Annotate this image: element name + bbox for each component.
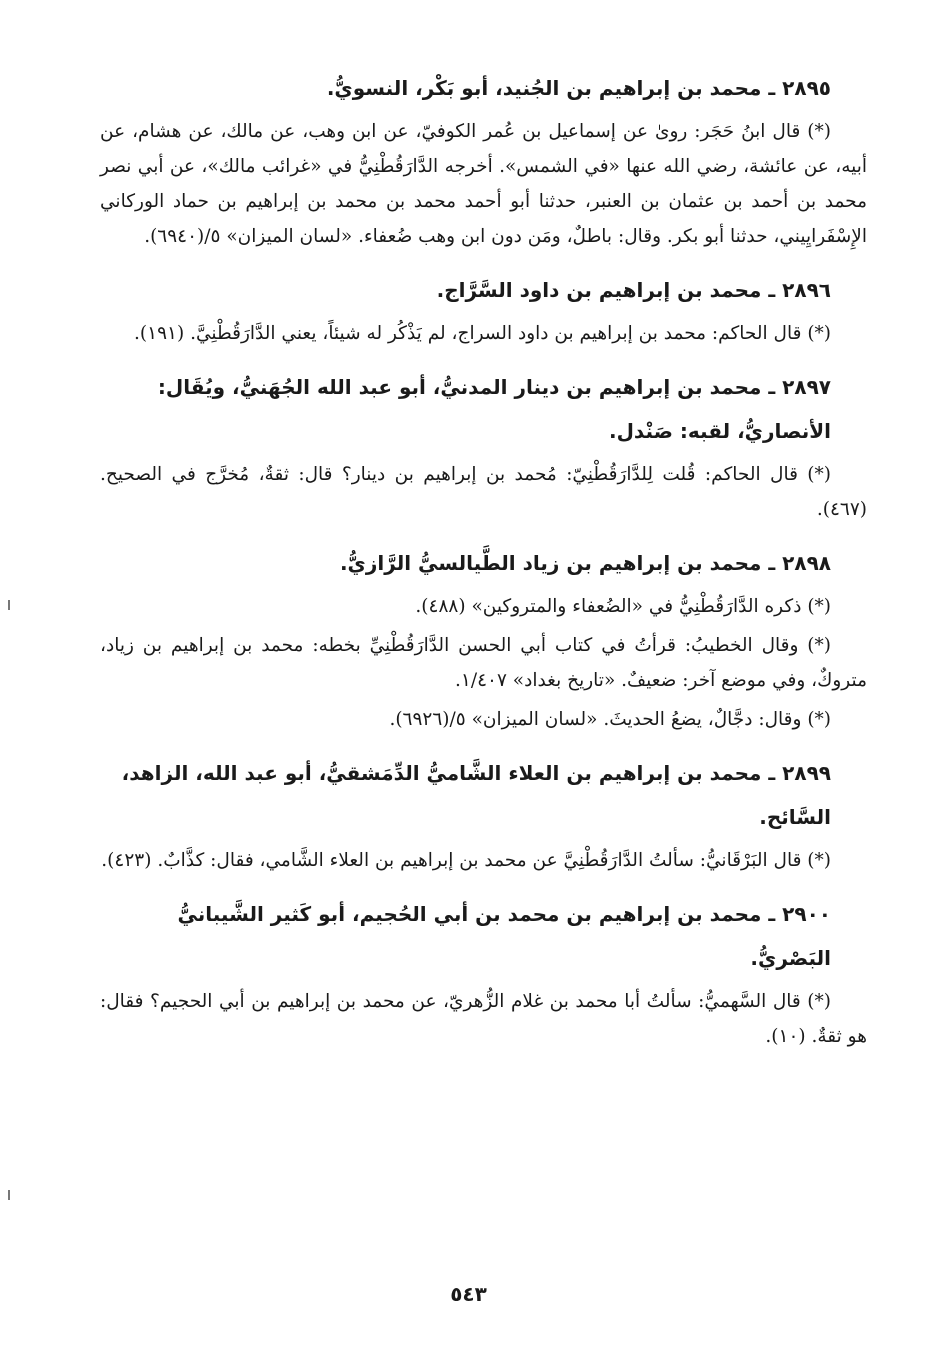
entry-title: ٢٨٩٩ ـ محمد بن إبراهيم بن العلاء الشَّاميُّ الدِّمَشقيُّ، أبو عبد الله، الزاهد، السَّائح. (121, 761, 831, 829)
page-number: ٥٤٣ (450, 1282, 487, 1306)
scan-margin-mark (8, 600, 10, 610)
entry-paragraph: (*) قال السَّهميُّ: سألتُ أبا محمد بن غلام الزُّهريّ، عن محمد بن إبراهيم بن أبي الحجيم؟ فقال: هو ثقةٌ. (١٠). (100, 991, 867, 1047)
entry-paragraph: (*) قال ابنُ حَجَر: روىٰ عن إسماعيل بن عُمر الكوفيّ، عن ابن وهب، عن مالك، عن هشام، عن أبيه، عن عائشة، رضي الله عنها «في الشمس». أخرجه الدَّارَقُطْنِيُّ في «غرائب مالك»، عن أبي نصر محمد بن أحمد بن عثمان بن العنبر، حدثنا أبو أحمد محمد بن محمد بن إبراهيم بن حماد الوركاني الإِسْفَرايِيني، حدثنا أبو بكر. وقال: باطلٌ، ومَن دون ابن وهب ضُعفاء. «لسان الميزان» ٥/(٦٩٤٠). (100, 121, 867, 247)
entry-title: ٢٩٠٠ ـ محمد بن إبراهيم بن محمد بن أبي الحُجيم، أبو كَثير الشَّيبانيُّ البَصْريُّ. (177, 902, 831, 970)
entry-paragraph: (*) وقال الخطيبُ: قرأتُ في كتاب أبي الحسن الدَّارَقُطْنِيِّ بخطه: محمد بن إبراهيم بن زياد، متروكٌ، وفي موضع آخر: ضعيفٌ. «تاريخ بغداد» ١/٤٠٧. (100, 635, 867, 691)
entry-2896 (100, 268, 867, 351)
scan-margin-mark (8, 1190, 10, 1200)
entry-2900 (100, 892, 867, 1054)
page-body (100, 66, 867, 1068)
entry-title: ٢٨٩٥ ـ محمد بن إبراهيم بن الجُنيد، أبو بَكْر، النسويُّ. (326, 76, 831, 100)
entry-title: ٢٨٩٨ ـ محمد بن إبراهيم بن زياد الطَّيالسيُّ الرَّازيُّ. (339, 551, 831, 575)
entry-2899 (100, 751, 867, 878)
entry-paragraph: (*) قال الحاكم: قُلت لِلدَّارَقُطْنِيّ: مُحمد بن إبراهيم بن دينار؟ قال: ثقةٌ، مُخرَّج في الصحيح. (٤٦٧). (100, 464, 867, 520)
entry-2898 (100, 541, 867, 737)
entry-paragraph: (*) قال الحاكم: محمد بن إبراهيم بن داود السراج، لم يَذْكُر له شيئاً، يعني الدَّارَقُطْنِيَّ. (١٩١). (134, 323, 831, 344)
entry-title: ٢٨٩٧ ـ محمد بن إبراهيم بن دينار المدنيُّ، أبو عبد الله الجُهَنيُّ، ويُقَال: الأنصاريُّ، لقبه: صَنْدل. (157, 375, 831, 443)
entry-paragraph: (*) ذكره الدَّارَقُطْنِيُّ في «الضُعفاء والمتروكين» (٤٨٨). (415, 596, 831, 617)
entry-2895 (100, 66, 867, 254)
entry-paragraph: (*) وقال: دجَّالٌ، يضعُ الحديثَ. «لسان الميزان» ٥/(٦٩٢٦). (389, 709, 831, 730)
entry-2897 (100, 365, 867, 527)
entry-paragraph: (*) قال البَرْقَانيُّ: سألتُ الدَّارَقُطْنِيَّ عن محمد بن إبراهيم بن العلاء الشَّامي، فقال: كذَّابٌ. (٤٢٣). (101, 850, 831, 871)
entry-title: ٢٨٩٦ ـ محمد بن إبراهيم بن داود السَّرَّاج. (436, 278, 831, 302)
